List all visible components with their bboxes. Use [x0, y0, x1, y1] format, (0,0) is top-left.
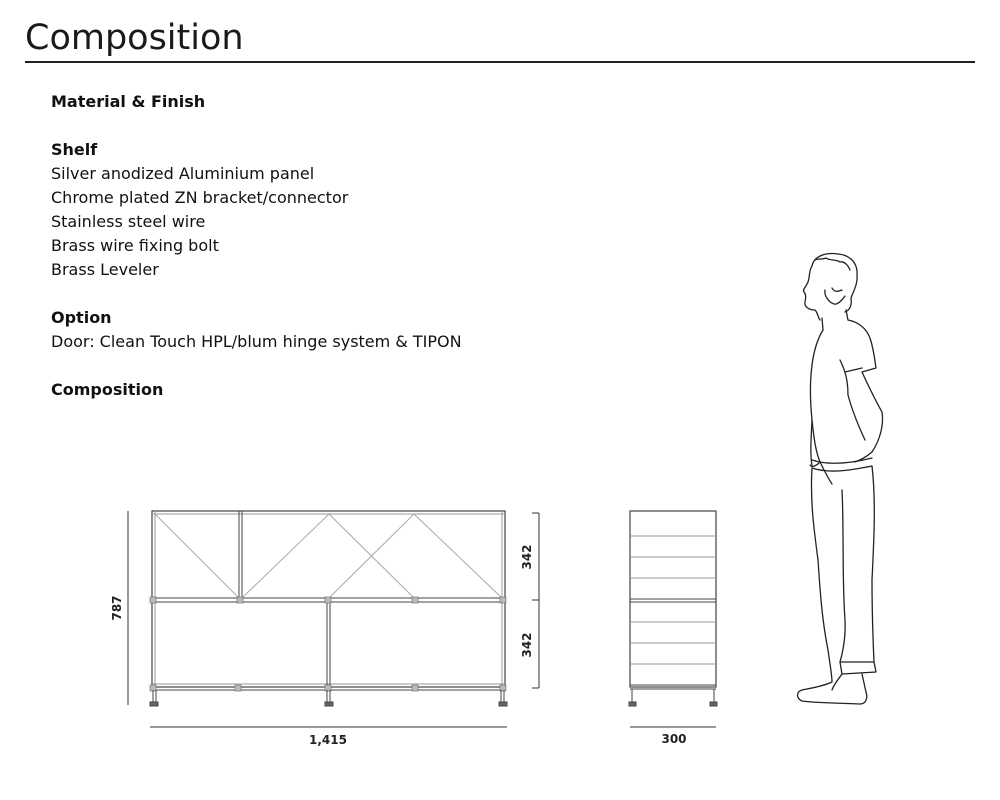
height-lower-label: 342 [520, 632, 534, 658]
shelf-heading: Shelf [51, 140, 98, 159]
material-finish-heading: Material & Finish [51, 92, 206, 111]
front-elevation-drawing [128, 511, 539, 727]
shelf-item: Brass wire fixing bolt [51, 236, 219, 255]
composition-heading: Composition [51, 380, 164, 399]
width-label: 1,415 [309, 733, 347, 747]
human-scale-figure [798, 254, 883, 705]
shelf-item: Chrome plated ZN bracket/connector [51, 188, 349, 207]
shelf-item: Silver anodized Aluminium panel [51, 164, 315, 183]
height-upper-label: 342 [520, 544, 534, 570]
page-title: Composition [25, 18, 244, 58]
height-total-label: 787 [110, 595, 124, 621]
shelf-item: Stainless steel wire [51, 212, 206, 231]
option-item: Door: Clean Touch HPL/blum hinge system & TIPON [51, 332, 462, 351]
option-heading: Option [51, 308, 112, 327]
side-elevation-drawing [629, 511, 717, 727]
depth-label: 300 [661, 732, 687, 746]
shelf-item: Brass Leveler [51, 260, 159, 279]
